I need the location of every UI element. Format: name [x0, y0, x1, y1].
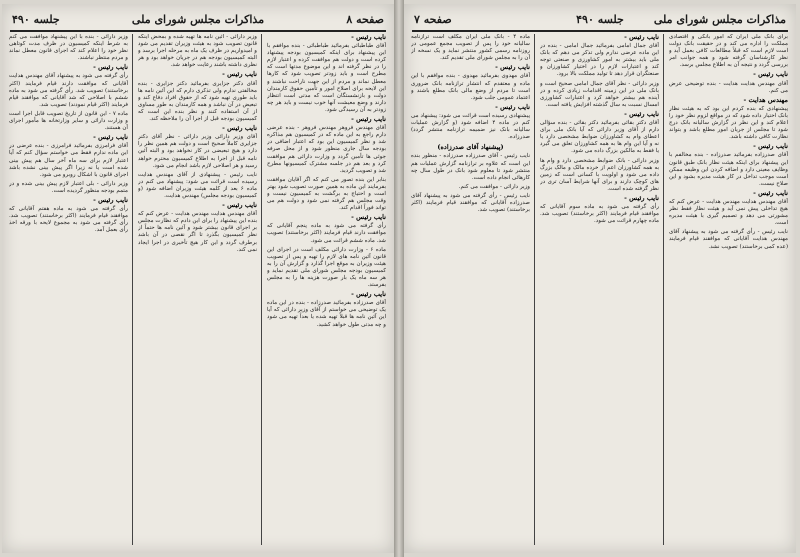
transcript-paragraph: پیشنهادی رسیده است قرائت می شود: پیشنهاد می کنم در ماده ۴ اضافه شود (و گزارش عملیات سالیانه بانک نیز ضمیمه ترازنامه منتشر گردد) صدرزاده.	[411, 112, 530, 141]
section-heading: (پیشنهاد آقای صدرزاده)	[437, 143, 504, 152]
header-publication-title: مذاکرات مجلس شورای ملی	[653, 13, 786, 26]
transcript-paragraph: وزیر دارائی - موافقت می کنم.	[458, 183, 530, 190]
page-header	[412, 12, 788, 32]
text-column-1	[669, 34, 788, 545]
transcript-paragraph: پیشنهادی که بنده کردم این بود که به هیئت نظار بانک اختیار داده شود که در مواقع لزوم نظر خود را اعلام کند و این نظر در گزارش سالیانه بانک درج شود تا مجلس از جریان امور مطلع باشد و بتواند نظارت کافی داشته باشد.	[669, 105, 788, 141]
transcript-paragraph: رأی گرفته می شود به ماده هفتم آقایانی که موافقند قیام فرمایند (اکثر برخاستند) تصویب شد. رأی گرفته می شود به مجموع لایحه با ورقه اخذ رأی بعمل آمد.	[9, 206, 128, 234]
speaker-name: نایب رئیس -	[351, 213, 386, 222]
transcript-paragraph: ماده ۴ - بانک ملی ایران مکلف است ترازنامه سالیانه خود را پس از تصویب مجمع عمومی در روزنامه رسمی کشور منتشر نماید و یک نسخه از آن را به مجلس شورای ملی تقدیم کند.	[411, 34, 530, 62]
speaker-name: نایب رئیس -	[753, 188, 788, 197]
text-column-1	[267, 34, 386, 545]
transcript-paragraph: ماده ۶ - وزارت دارائی مکلف است در اجرای این قانون آئین نامه های لازم را تهیه و پس از تصویب هیئت وزیران به موقع اجرا گذارد و گزارش آن را به کمیسیون بودجه مجلس شورای ملی تقدیم نماید و هر سه ماه یک بار صورت هزینه ها را به مجلس بفرستد.	[267, 246, 386, 289]
speaker-name: نایب رئیس -	[351, 34, 386, 41]
transcript-paragraph: وزیر دارائی - بنده با این پیشنهاد موافقت می کنم به شرط اینکه کمیسیون در ظرف مدت کوتاهی نظر خود را اعلام کند که اجرای قانون معطل نماند و مردم منتظر نباشند.	[9, 34, 128, 62]
transcript-paragraph: آقای مهندس هدایت مهندس هدایت - عرض کنم که هیچ تداخلی پیش نمی آید و هیئت نظار فقط نظر مشورتی می دهد و تصمیم گیری با هیئت مدیره است.	[669, 198, 788, 227]
transcript-paragraph: آقای جمال امامی بفرمائید جمال امامی - بنده در این ماده عرضی ندارم ولی تذکر می دهم که بانک ملی باید بیشتر به امور کشاورزی و صنعتی توجه کند و اعتبارات لازم را در اختیار کشاورزان و صنعتگران قرار دهد تا تولید مملکت بالا برود.	[540, 43, 659, 78]
text-columns	[412, 34, 788, 545]
book-gutter	[394, 0, 404, 557]
speaker-name: نایب رئیس -	[753, 70, 788, 79]
speaker-name: نایب رئیس -	[93, 195, 128, 204]
speaker-name: نایب رئیس -	[93, 63, 128, 72]
transcript-paragraph: رأی گرفته می شود به ماده پنجم آقایانی که موافقت دارند قیام فرمایند (اکثر برخاستند) تصویب شد. ماده ششم قرائت می شود.	[267, 223, 386, 244]
text-columns	[10, 34, 386, 545]
transcript-paragraph: نایب رئیس - رأی گرفته می شود به پیشنهاد آقای مهندس هدایت آقایانی که موافقند قیام فرمایند (عده کمی برخاستند) تصویب نشد.	[669, 229, 788, 250]
speaker-name: نایب رئیس -	[495, 63, 530, 72]
transcript-paragraph: وزیر دارائی - نظر آقای جمال امامی صحیح است و بانک ملی در این زمینه اقدامات زیادی کرده و در آینده هم بیشتر خواهد کرد و اعتبارات کشاورزی امسال نسبت به سال گذشته افزایش یافته است.	[540, 80, 659, 108]
speaker-name: نایب رئیس -	[753, 142, 788, 151]
speaker-name: نایب رئیس -	[351, 290, 386, 299]
transcript-paragraph: آقای وزیر دارائی وزیر دارائی - نظر آقای دکتر جزایری کاملاً صحیح است و دولت هم همین نظر را دارد و هیچ تبعیضی در کار نخواهد بود و البته آئین نامه قبل از اجرا به اطلاع کمیسیون محترم خواهد رسید و هر اصلاحی لازم باشد انجام می شود.	[138, 134, 257, 169]
transcript-paragraph: نایب رئیس - آقای صدرزاده صدرزاده - منظور بنده این است که علاوه بر ترازنامه گزارش عملیات هم منتشر شود تا معلوم شود بانک در طول سال چه کارهائی انجام داده است.	[411, 153, 530, 181]
newspaper-page-left	[2, 4, 394, 553]
transcript-paragraph: آقای مهدوی بفرمائید مهدوی - بنده موافقم با این ماده و معتقدم که انتشار ترازنامه بانک ضروری است تا مردم از وضع مالی بانک مطلع باشند و اعتماد عمومی جلب شود.	[411, 73, 530, 101]
transcript-paragraph: رأی گرفته می شود به پیشنهاد آقای مهندس هدایت آقایانی که موافقت دارند قیام فرمایند (اکثر برخاستند) تصویب شد. رأی گرفته می شود به ماده ششم با اصلاحی که شد آقایانی که موافقند قیام فرمایند (اکثر قیام نمودند) تصویب شد.	[9, 73, 128, 108]
transcript-paragraph: آقای مهندس فروهر مهندس فروهر - بنده عرضی دارم راجع به این ماده که در کمیسیون هم مذاکره شد و نظر کمیسیون این بود که اعتبار اضافی در بودجه سال جاری منظور شود و از محل صرفه جوئی ها تأمین گردد و وزارت دارائی هم موافقت کرد و بعد هم در جلسه مشترک کمیسیونها مطرح شد و تصویب گردید.	[267, 125, 386, 174]
speaker-name: نایب رئیس -	[222, 124, 257, 133]
header-page-number: صفحه ۸	[346, 13, 384, 26]
transcript-paragraph: آقای مهندس هدایت هدایت - بنده توضیحی عرض می کنم.	[669, 80, 788, 94]
speaker-name: نایب رئیس -	[222, 201, 257, 210]
transcript-paragraph: رأی گرفته می شود به ماده سوم آقایانی که موافقند قیام فرمایند (اکثر برخاستند) تصویب شد. ماده چهارم قرائت می شود.	[540, 204, 659, 225]
transcript-paragraph: آقای دکتر بقائی بفرمائید دکتر بقائی - بنده سؤالی دارم از آقای وزیر دارائی که آیا بانک ملی برای اعطای وام به کشاورزان ضوابط مشخصی دارد یا نه و آیا این وام ها به همه کشاورزان تعلق می گیرد یا فقط به مالکین بزرگ داده می شود.	[540, 120, 659, 155]
speaker-name: نایب رئیس -	[93, 133, 128, 142]
transcript-paragraph: نایب رئیس - رأی گرفته می شود به پیشنهاد آقای صدرزاده آقایانی که موافقند قیام فرمایند (اکثر برخاستند) تصویب شد.	[411, 192, 530, 214]
speaker-name: مهندس هدایت -	[743, 95, 788, 104]
transcript-paragraph: بنابر این بنده تصور می کنم که اگر آقایان موافقت بفرمایند این ماده به همین صورت تصویب شود بهتر است و احتیاج به برگشت به کمیسیون نیست و وقت مجلس هم گرفته نمی شود و دولت هم می تواند فوراً اقدام کند.	[267, 176, 386, 212]
header-session-number: جلسه ۴۹۰	[576, 13, 624, 26]
header-publication-title: مذاکرات مجلس شورای ملی	[131, 13, 265, 26]
text-column-3	[9, 34, 128, 545]
text-column-2	[540, 34, 659, 545]
header-session-number: جلسه ۴۹۰	[12, 13, 60, 26]
transcript-paragraph: آقای فرامرزی بفرمائید فرامرزی - بنده عرضی در این ماده ندارم فقط می خواستم سؤال کنم که آیا اعتبار لازم برای سه ماه آخر سال هم پیش بینی شده است یا نه زیرا اگر پیش بینی نشده باشد اجرای قانون با اشکال روبرو می شود.	[9, 143, 128, 178]
speaker-name: نایب رئیس -	[624, 109, 659, 118]
speaker-name: نایب رئیس -	[624, 34, 659, 41]
newspaper-page-right	[404, 4, 796, 553]
column-divider	[261, 34, 262, 545]
text-column-2	[138, 34, 257, 545]
column-divider	[534, 34, 535, 545]
transcript-paragraph: آقای صدرزاده بفرمائید صدرزاده - بنده مخالفم با این پیشنهاد برای اینکه هیئت نظار بانک طبق قانون وظایف معینی دارد و اضافه کردن این وظیفه ممکن است موجب تداخل در کار هیئت مدیره بشود و این صلاح نیست.	[669, 152, 788, 187]
transcript-paragraph: آقای صدرزاده بفرمائید صدرزاده - بنده در این ماده یک توضیحی می خواستم از آقای وزیر دارائی که آیا این آئین نامه ها قبلاً تهیه شده یا بعداً تهیه می شود و چه مدتی طول خواهد کشید.	[267, 300, 386, 328]
transcript-paragraph: آقای دکتر جزایری بفرمائید دکتر جزایری - بنده مخالفتی ندارم ولی تذکری دارم که این آئین نامه ها باید طوری تهیه شود که از حقوق افراد دفاع کند و تبعیض در آن نباشد و همه کارمندان به طور مساوی از آن استفاده کنند و نظر بنده این است که کمیسیون بودجه قبل از اجرا آن را ملاحظه کند.	[138, 80, 257, 123]
transcript-paragraph: آقای مهندس هدایت مهندس هدایت - عرض کنم که بنده این پیشنهاد را برای این دادم که نظارت مجلس بر اجرای قانون بیشتر شود و آئین نامه ها حتماً از نظر کمیسیون بگذرد تا اگر نقصی در آن باشد برطرف گردد و این کار هیچ تأخیری در اجرا ایجاد نمی کند.	[138, 211, 257, 253]
transcript-paragraph: نایب رئیس - پیشنهادی از آقای مهندس هدایت رسیده است قرائت می شود: پیشنهاد می کنم در ماده ۶ بعد از کلمه هیئت وزیران اضافه شود (و کمیسیون بودجه مجلس) مهندس هدایت.	[138, 171, 257, 199]
transcript-paragraph: وزیر دارائی - بلی اعتبار لازم پیش بینی شده و در متمم بودجه منظور گردیده است.	[9, 180, 128, 194]
speaker-name: نایب رئیس -	[495, 102, 530, 111]
transcript-paragraph: ماده ۷ - این قانون از تاریخ تصویب قابل اجرا است و وزارت دارائی و سایر وزارتخانه ها مأمور اجرای آن هستند.	[9, 110, 128, 132]
transcript-paragraph: برای بانک ملی ایران که امور بانکی و اقتصادی مملکت را اداره می کند و در حقیقت بانک دولت است لازم است که قبلاً مطالعات کافی بعمل آید و نظر کارشناسان گرفته شود و همه جوانب امر بررسی گردد و نتیجه آن به اطلاع مجلس برسد.	[669, 34, 788, 69]
header-page-number: صفحه ۷	[414, 13, 452, 26]
speaker-name: نایب رئیس -	[624, 193, 659, 202]
speaker-name: نایب رئیس -	[222, 70, 257, 79]
page-header	[10, 12, 386, 32]
column-divider	[663, 34, 664, 545]
speaker-name: نایب رئیس -	[351, 115, 386, 124]
transcript-paragraph: آقای طباطبائی بفرمائید طباطبائی - بنده موافقم با این پیشنهاد برای اینکه کمیسیون بودجه پیشنهاد کرده است و دولت هم موافقت کرده و اعتبار لازم را در نظر گرفته اند و این موضوع مدتها است که مطرح است و باید زودتر تصویب شود که کارها معطل نماند و مردم از این جهت ناراحت نباشند و این لایحه برای اصلاح امور و تأمین حقوق کارمندان دولت و بازنشستگان است که مدتی است انتظار دارند و وضع معیشت آنها خوب نیست و باید هر چه زودتر به آن رسیدگی شود.	[267, 43, 386, 113]
text-column-3	[411, 34, 530, 545]
transcript-paragraph: وزیر دارائی - آئین نامه ها تهیه شده و بمحض اینکه قانون تصویب شود به هیئت وزیران تقدیم می شود و امیدواریم در ظرف یک ماه به مرحله اجرا برسد و البته کمیسیون بودجه هم در جریان خواهد بود و هر نظری داشته باشند رعایت خواهد شد.	[138, 34, 257, 69]
column-divider	[132, 34, 133, 545]
transcript-paragraph: وزیر دارائی - بانک ضوابط مشخصی دارد و وام ها به همه کشاورزان اعم از خرده مالک و مالک بزرگ داده می شود و اولویت با کسانی است که زمین های کوچک دارند و برای آنها شرایط آسان تری در نظر گرفته شده است.	[540, 157, 659, 192]
